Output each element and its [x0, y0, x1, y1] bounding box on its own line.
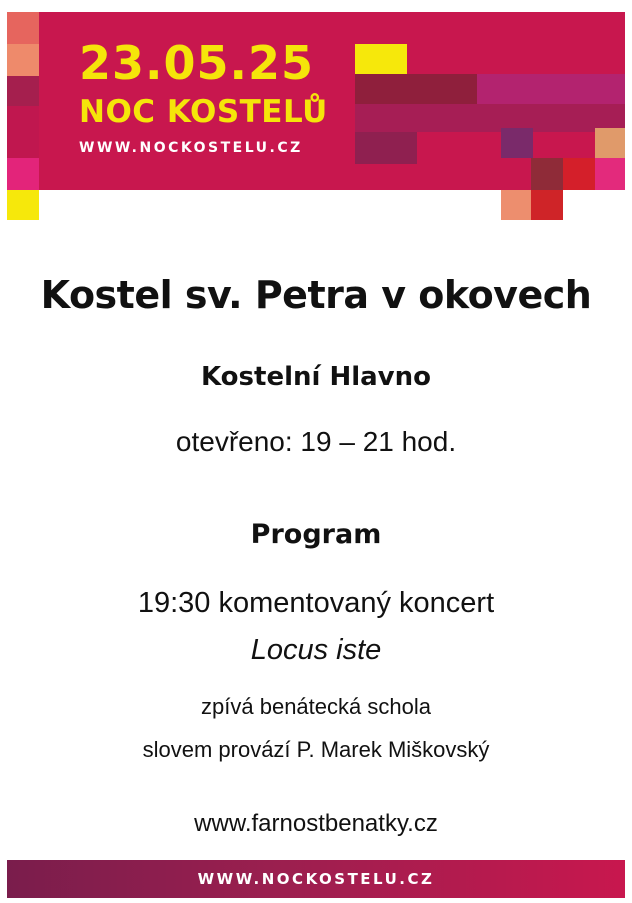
- footer-bar: [7, 860, 625, 898]
- footer-url[interactable]: WWW.NOCKOSTELU.CZ: [197, 870, 435, 888]
- banner-tile: [7, 76, 39, 106]
- program-heading: Program: [250, 519, 382, 550]
- banner-tile: [501, 190, 531, 220]
- banner-tile: [7, 190, 39, 220]
- banner-tile: [477, 74, 625, 104]
- banner-tile: [563, 158, 595, 190]
- location: Kostelní Hlavno: [200, 362, 431, 392]
- banner-tile: [7, 158, 39, 190]
- banner-date: 23.05.25: [79, 36, 314, 90]
- banner-tile: [355, 132, 417, 164]
- program-performer: zpívá benátecká schola: [201, 694, 431, 719]
- banner-tile: [501, 128, 533, 158]
- banner-tile: [7, 44, 39, 76]
- church-name: Kostel sv. Petra v okovech: [40, 273, 592, 317]
- banner-tile: [595, 158, 625, 190]
- program-event: 19:30 komentovaný koncert: [137, 587, 495, 619]
- banner-tile: [7, 106, 39, 158]
- program-host: slovem provází P. Marek Miškovský: [142, 737, 490, 762]
- banner-tile: [595, 128, 625, 158]
- program-piece: Locus iste: [250, 634, 382, 666]
- banner-tile: [355, 44, 407, 74]
- banner-tile: [531, 158, 563, 190]
- banner-url: WWW.NOCKOSTELU.CZ: [79, 140, 303, 156]
- banner-text-block: [79, 38, 328, 156]
- event-banner: [7, 12, 625, 220]
- opening-hours: otevřeno: 19 – 21 hod.: [175, 426, 457, 457]
- banner-tile: [355, 104, 625, 132]
- banner-tile: [355, 74, 477, 104]
- website-link[interactable]: www.farnostbenatky.cz: [194, 810, 438, 837]
- banner-tile: [531, 190, 563, 220]
- banner-tile: [7, 12, 39, 44]
- banner-title: NOC KOSTELŮ: [79, 94, 328, 130]
